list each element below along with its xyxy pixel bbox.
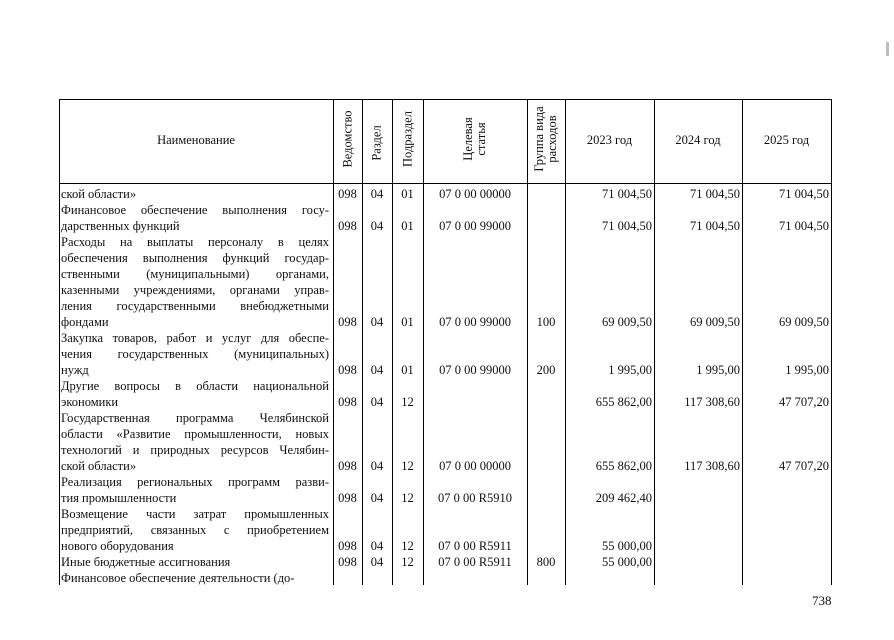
- row-name-line: Другие вопросы в области национальной: [61, 379, 329, 393]
- row-name-line: Расходы на выплаты персоналу в целях: [61, 235, 329, 249]
- value-2025-cell: 47 707,20: [779, 395, 829, 409]
- value-2025-cell: 69 009,50: [779, 315, 829, 329]
- section-cell: 04: [370, 539, 384, 553]
- row-name-line: чения государственных (муниципальных): [61, 347, 329, 361]
- grid-line: [527, 99, 528, 585]
- dept-cell: 098: [338, 555, 357, 569]
- dept-cell: 098: [338, 459, 357, 473]
- section-cell: 04: [370, 459, 384, 473]
- header-expense-group-line1: Группа вида: [532, 106, 546, 172]
- row-name-line: Иные бюджетные ассигнования: [61, 555, 231, 569]
- section-cell: 04: [370, 187, 384, 201]
- dept-cell: 098: [338, 363, 357, 377]
- row-name-line: дарственных функций: [61, 219, 180, 233]
- value-2023-cell: 69 009,50: [602, 315, 652, 329]
- dept-cell: 098: [338, 219, 357, 233]
- grid-line: [362, 99, 363, 585]
- header-target-article: [462, 117, 488, 160]
- subsection-cell: 01: [401, 219, 414, 233]
- header-year-2024: 2024 год: [675, 133, 721, 147]
- section-cell: 04: [370, 315, 384, 329]
- article-cell: 07 0 00 R5911: [438, 539, 512, 553]
- dept-cell: 098: [338, 187, 357, 201]
- subsection-cell: 12: [401, 555, 414, 569]
- grid-line: [392, 99, 393, 585]
- row-name-line: Государственная программа Челябинской: [61, 411, 329, 425]
- subsection-cell: 12: [401, 459, 414, 473]
- row-name-line: технологий и природных ресурсов Челябин-: [61, 443, 329, 457]
- value-2024-cell: 69 009,50: [690, 315, 740, 329]
- row-name-line: ской области»: [61, 187, 137, 201]
- article-cell: 07 0 00 00000: [439, 187, 511, 201]
- row-name-line: фондами: [61, 315, 109, 329]
- value-2023-cell: 55 000,00: [602, 539, 652, 553]
- grid-line: [565, 99, 566, 585]
- grid-line: [654, 99, 655, 585]
- row-name-line: ления государственными внебюджетными: [61, 299, 329, 313]
- group-cell: 800: [536, 555, 556, 569]
- header-expense-group: [533, 106, 559, 171]
- row-name-line: тия промышленности: [61, 491, 177, 505]
- row-name-line: казенными учреждениями, органами управ-: [61, 283, 329, 297]
- row-name-line: ственными (муниципальными) органами,: [61, 267, 329, 281]
- value-2023-cell: 71 004,50: [602, 187, 652, 201]
- dept-cell: 098: [338, 315, 357, 329]
- value-2025-cell: 71 004,50: [779, 187, 829, 201]
- subsection-cell: 12: [401, 539, 414, 553]
- value-2024-cell: 1 995,00: [696, 363, 740, 377]
- dept-cell: 098: [338, 491, 357, 505]
- header-target-article-line2: статья: [474, 122, 488, 156]
- header-department: Ведомство: [340, 110, 355, 168]
- budget-table: [59, 99, 832, 585]
- header-expense-group-line2: расходов: [545, 115, 559, 163]
- value-2024-cell: 71 004,50: [690, 219, 740, 233]
- article-cell: 07 0 00 00000: [439, 459, 511, 473]
- dept-cell: 098: [338, 539, 357, 553]
- row-name-line: обеспечения выполнения функций государ-: [61, 251, 329, 265]
- header-subsection: Подраздел: [400, 111, 415, 167]
- value-2024-cell: 117 308,60: [684, 459, 740, 473]
- section-cell: 04: [370, 363, 384, 377]
- group-cell: 200: [536, 363, 556, 377]
- header-name: Наименование: [157, 133, 235, 147]
- value-2025-cell: 1 995,00: [785, 363, 829, 377]
- value-2025-cell: 71 004,50: [779, 219, 829, 233]
- grid-line: [59, 99, 60, 585]
- value-2023-cell: 209 462,40: [595, 491, 652, 505]
- value-2024-cell: 117 308,60: [684, 395, 740, 409]
- row-name-line: Закупка товаров, работ и услуг для обеспе-: [61, 331, 329, 345]
- grid-line: [742, 99, 743, 585]
- section-cell: 04: [370, 395, 384, 409]
- article-cell: 07 0 00 R5911: [438, 555, 512, 569]
- value-2023-cell: 655 862,00: [595, 395, 652, 409]
- value-2023-cell: 55 000,00: [602, 555, 652, 569]
- dept-cell: 098: [338, 395, 357, 409]
- row-name-line: предприятий, связанных с приобретением: [61, 523, 329, 537]
- row-name-line: Возмещение части затрат промышленных: [61, 507, 329, 521]
- value-2024-cell: 71 004,50: [690, 187, 740, 201]
- row-name-line: Реализация региональных программ разви-: [61, 475, 329, 489]
- section-cell: 04: [370, 491, 384, 505]
- value-2025-cell: 47 707,20: [779, 459, 829, 473]
- section-cell: 04: [370, 219, 384, 233]
- scan-edge-mark: [886, 42, 889, 56]
- grid-line: [59, 99, 832, 100]
- value-2023-cell: 1 995,00: [608, 363, 652, 377]
- row-name-line: Финансовое обеспечение деятельности (до-: [61, 571, 295, 585]
- header-year-2023: 2023 год: [586, 133, 633, 147]
- subsection-cell: 01: [401, 363, 414, 377]
- row-name-line: Финансовое обеспечение выполнения госу-: [61, 203, 329, 217]
- page-number: 738: [812, 593, 832, 608]
- header-section: Раздел: [369, 125, 384, 161]
- header-target-article-line1: Целевая: [461, 117, 475, 161]
- subsection-cell: 01: [401, 315, 414, 329]
- row-name-line: экономики: [61, 395, 119, 409]
- row-name-line: области «Развитие промышленности, новых: [61, 427, 329, 441]
- row-name-line: нужд: [61, 363, 89, 377]
- grid-line: [59, 183, 832, 184]
- subsection-cell: 12: [401, 491, 414, 505]
- article-cell: 07 0 00 99000: [439, 315, 511, 329]
- article-cell: 07 0 00 99000: [439, 363, 511, 377]
- subsection-cell: 12: [401, 395, 414, 409]
- subsection-cell: 01: [401, 187, 414, 201]
- value-2023-cell: 655 862,00: [595, 459, 652, 473]
- row-name-line: ской области»: [61, 459, 137, 473]
- row-name-line: нового оборудования: [61, 539, 174, 553]
- article-cell: 07 0 00 R5910: [438, 491, 512, 505]
- group-cell: 100: [536, 315, 556, 329]
- article-cell: 07 0 00 99000: [439, 219, 511, 233]
- grid-line: [831, 99, 832, 585]
- header-year-2025: 2025 год: [763, 133, 810, 147]
- grid-line: [423, 99, 424, 585]
- value-2023-cell: 71 004,50: [602, 219, 652, 233]
- grid-line: [333, 99, 334, 585]
- section-cell: 04: [370, 555, 384, 569]
